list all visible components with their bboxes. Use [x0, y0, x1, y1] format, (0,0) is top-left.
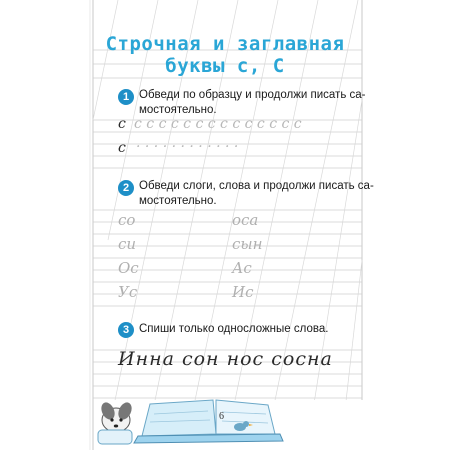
page-title-line-1: Строчная и заглавная [105, 33, 345, 55]
task-3-words: Инна сон нос сосна [118, 348, 333, 370]
task-1-row-2-sample: с [118, 140, 126, 156]
task-3-number: 3 [118, 322, 134, 338]
task-2-word-left-1: со [118, 211, 136, 229]
task-2-number: 2 [118, 180, 134, 196]
task-1-row-1-trace: с с с с с с с с с с с с с с [134, 116, 302, 132]
task-2-word-right-3: Ас [232, 259, 252, 277]
page-title-line-2: буквы с, С [165, 55, 285, 77]
task-2-text-line-2: мостоятельно. [139, 195, 217, 207]
task-1-number: 1 [118, 89, 134, 105]
task-3-text: Спиши только односложные слова. [139, 323, 329, 335]
task-2-word-left-3: Ос [118, 259, 139, 277]
task-1-text-line-2: мостоятельно. [139, 104, 217, 116]
task-2-word-left-2: си [118, 235, 137, 253]
task-2-word-right-2: сын [232, 235, 263, 253]
task-1-row-1-sample: с [118, 116, 126, 132]
task-2-text-line-1: Обведи слоги, слова и продолжи писать са- [139, 180, 374, 192]
task-2-word-right-4: Ис [232, 283, 254, 301]
task-2-word-left-4: Ус [118, 283, 138, 301]
task-2-word-right-1: оса [232, 211, 259, 229]
task-1-row-2-dots: · · · · · · · · · · · · [136, 139, 239, 155]
task-1-text-line-1: Обведи по образцу и продолжи писать са- [139, 89, 366, 101]
page-number: 6 [219, 411, 224, 422]
notebook-illustration [95, 400, 363, 450]
